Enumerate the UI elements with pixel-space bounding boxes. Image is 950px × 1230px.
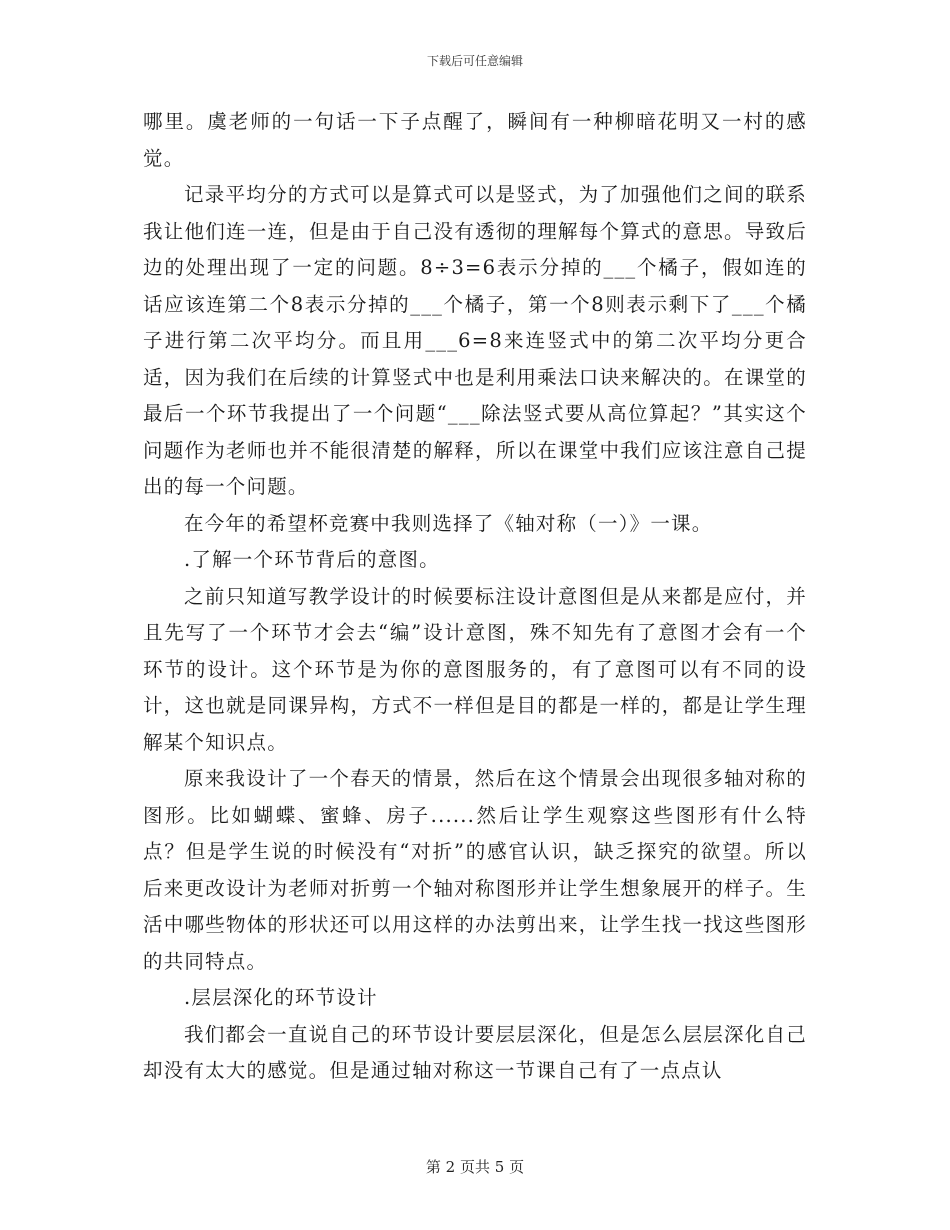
section-heading: .层层深化的环节设计 bbox=[184, 986, 378, 1009]
document-body bbox=[143, 104, 807, 1090]
paragraph: 在今年的希望杯竞赛中我则选择了《轴对称（一）》一课。 bbox=[184, 511, 713, 535]
page-footer: 第 2 页共 5 页 bbox=[425, 1158, 525, 1176]
paragraph: 原来我设计了一个春天的情景，然后在这个情景会出现很多轴对称的图形。比如蝴蝶、蜜蜂、房子......然后让学生观察这些图形有什么特点？但是学生说的时候没有“对折”的感官认识，缺乏探究的欲望。所以后来更改设计为老师对折剪一个轴对称图形并让学生想象展开的样子。生活中哪些物体的形状还可以用这样的办法剪出来，让学生找一找这些图形的共同特点。 bbox=[143, 767, 807, 973]
paragraph: 记录平均分的方式可以是算式可以是竖式，为了加强他们之间的联系我让他们连一连，但是由于自己没有透彻的理解每个算式的意思。导致后边的处理出现了一定的问题。8÷3=6表示分掉的___个橘子，假如连的话应该连第二个8表示分掉的___个橘子，第一个8则表示剩下了___个橘子进行第二次平均分。而且用___6=8来连竖式中的第二次平均分更合适，因为我们在后续的计算竖式中也是利用乘法口诀来解决的。在课堂的最后一个环节我提出了一个问题“___除法竖式要从高位算起？”其实这个问题作为老师也并不能很清楚的解释，所以在课堂中我们应该注意自己提出的每一个问题。 bbox=[143, 183, 807, 498]
section-heading: .了解一个环节背后的意图。 bbox=[184, 548, 440, 571]
paragraph: 哪里。虞老师的一句话一下子点醒了，瞬间有一种柳暗花明又一村的感觉。 bbox=[143, 110, 807, 170]
paragraph: 我们都会一直说自己的环节设计要层层深化，但是怎么层层深化自己却没有太大的感觉。但是通过轴对称这一节课自己有了一点点认 bbox=[143, 1022, 807, 1082]
page-header: 下载后可任意编辑 bbox=[426, 54, 523, 68]
paragraph: 之前只知道写教学设计的时候要标注设计意图但是从来都是应付，并且先写了一个环节才会去“编”设计意图，殊不知先有了意图才会有一个环节的设计。这个环节是为你的意图服务的，有了意图可以有不同的设计，这也就是同课异构，方式不一样但是目的都是一样的，都是让学生理解某个知识点。 bbox=[143, 584, 807, 754]
